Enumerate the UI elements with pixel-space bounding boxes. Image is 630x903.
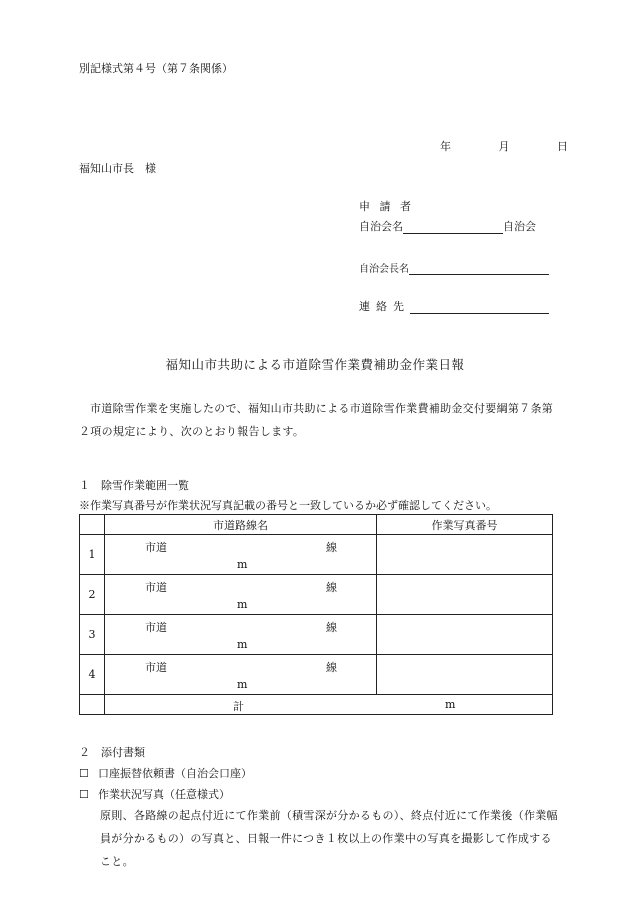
addressee: 福知山市長 様 [79, 162, 156, 175]
chairman-name-label: 自治会長名 [359, 264, 409, 275]
table-header-blank [80, 515, 105, 535]
total-unit: m [445, 698, 456, 711]
attachment-label: 口座振替依頼書（自治会口座） [98, 767, 252, 780]
route-name-cell[interactable] [105, 575, 377, 615]
attachment-label: 作業状況写真（任意様式） [98, 788, 230, 801]
line-label: 線 [326, 581, 337, 594]
applicant-heading: 申 請 者 [359, 200, 414, 213]
table-row [80, 615, 553, 655]
city-road-label: 市道 [145, 661, 167, 674]
table-header-row [80, 515, 553, 535]
row-number: 1 [80, 535, 105, 575]
section1-heading: １ 除雪作業範囲一覧 [79, 479, 189, 492]
total-row-blank [80, 695, 105, 715]
route-name-cell[interactable] [105, 535, 377, 575]
association-name-line[interactable] [403, 221, 503, 234]
city-road-label: 市道 [145, 581, 167, 594]
route-name-cell[interactable] [105, 655, 377, 695]
attachment-item-work-photos[interactable] [79, 786, 230, 802]
meter-unit: m [237, 598, 248, 611]
line-label: 線 [326, 621, 337, 634]
date-month: 月 [498, 140, 510, 153]
column-header-route: 市道路線名 [105, 515, 377, 535]
total-label: 計 [233, 700, 244, 713]
attachment-item-account-transfer[interactable] [79, 765, 252, 781]
association-suffix: 自治会 [503, 220, 536, 233]
photo-number-cell[interactable] [377, 535, 553, 575]
meter-unit: m [237, 638, 248, 651]
intro-paragraph: 市道除雪作業を実施したので、福知山市共助による市道除雪作業費補助金交付要綱第７条第２項の規定により、次のとおり報告します。 [79, 402, 554, 438]
date-day: 日 [557, 140, 568, 153]
table-row [80, 575, 553, 615]
checkbox-icon[interactable]: ☐ [79, 767, 89, 780]
photo-requirements-note: 原則、各路線の起点付近にて作業前（積雪深が分かるもの）、終点付近にて作業後（作業幅員が分かるもの）の写真と、日報一件につき１枚以上の作業中の写真を撮影して作成すること。 [100, 809, 558, 868]
total-cell[interactable] [105, 695, 553, 715]
line-label: 線 [326, 541, 337, 554]
route-table [79, 514, 553, 715]
photo-number-cell[interactable] [377, 655, 553, 695]
document-title: 福知山市共助による市道除雪作業費補助金作業日報 [165, 357, 465, 372]
contact-label: 連絡先 [359, 300, 410, 313]
date-line [440, 138, 568, 154]
table-row [80, 655, 553, 695]
row-number: 4 [80, 655, 105, 695]
checkbox-icon[interactable]: ☐ [79, 788, 89, 801]
table-row [80, 535, 553, 575]
association-name-label: 自治会名 [359, 220, 403, 233]
meter-unit: m [237, 558, 248, 571]
photo-number-note: ※作業写真番号が作業状況写真記載の番号と一致しているか必ず確認してください。 [79, 499, 497, 512]
date-year: 年 [440, 140, 451, 153]
photo-number-cell[interactable] [377, 575, 553, 615]
contact-field [359, 298, 549, 314]
row-number: 3 [80, 615, 105, 655]
line-label: 線 [326, 661, 337, 674]
city-road-label: 市道 [145, 541, 167, 554]
chairman-name-line[interactable] [409, 262, 549, 275]
section2-heading: ２ 添付書類 [79, 746, 145, 759]
photo-number-cell[interactable] [377, 615, 553, 655]
chairman-name-field [359, 260, 549, 275]
form-number: 別記様式第４号（第７条関係） [79, 62, 233, 75]
route-name-cell[interactable] [105, 615, 377, 655]
meter-unit: m [237, 678, 248, 691]
row-number: 2 [80, 575, 105, 615]
city-road-label: 市道 [145, 621, 167, 634]
total-row [80, 695, 553, 715]
column-header-photo: 作業写真番号 [377, 515, 553, 535]
contact-line[interactable] [410, 301, 549, 314]
association-name-field [359, 218, 536, 234]
